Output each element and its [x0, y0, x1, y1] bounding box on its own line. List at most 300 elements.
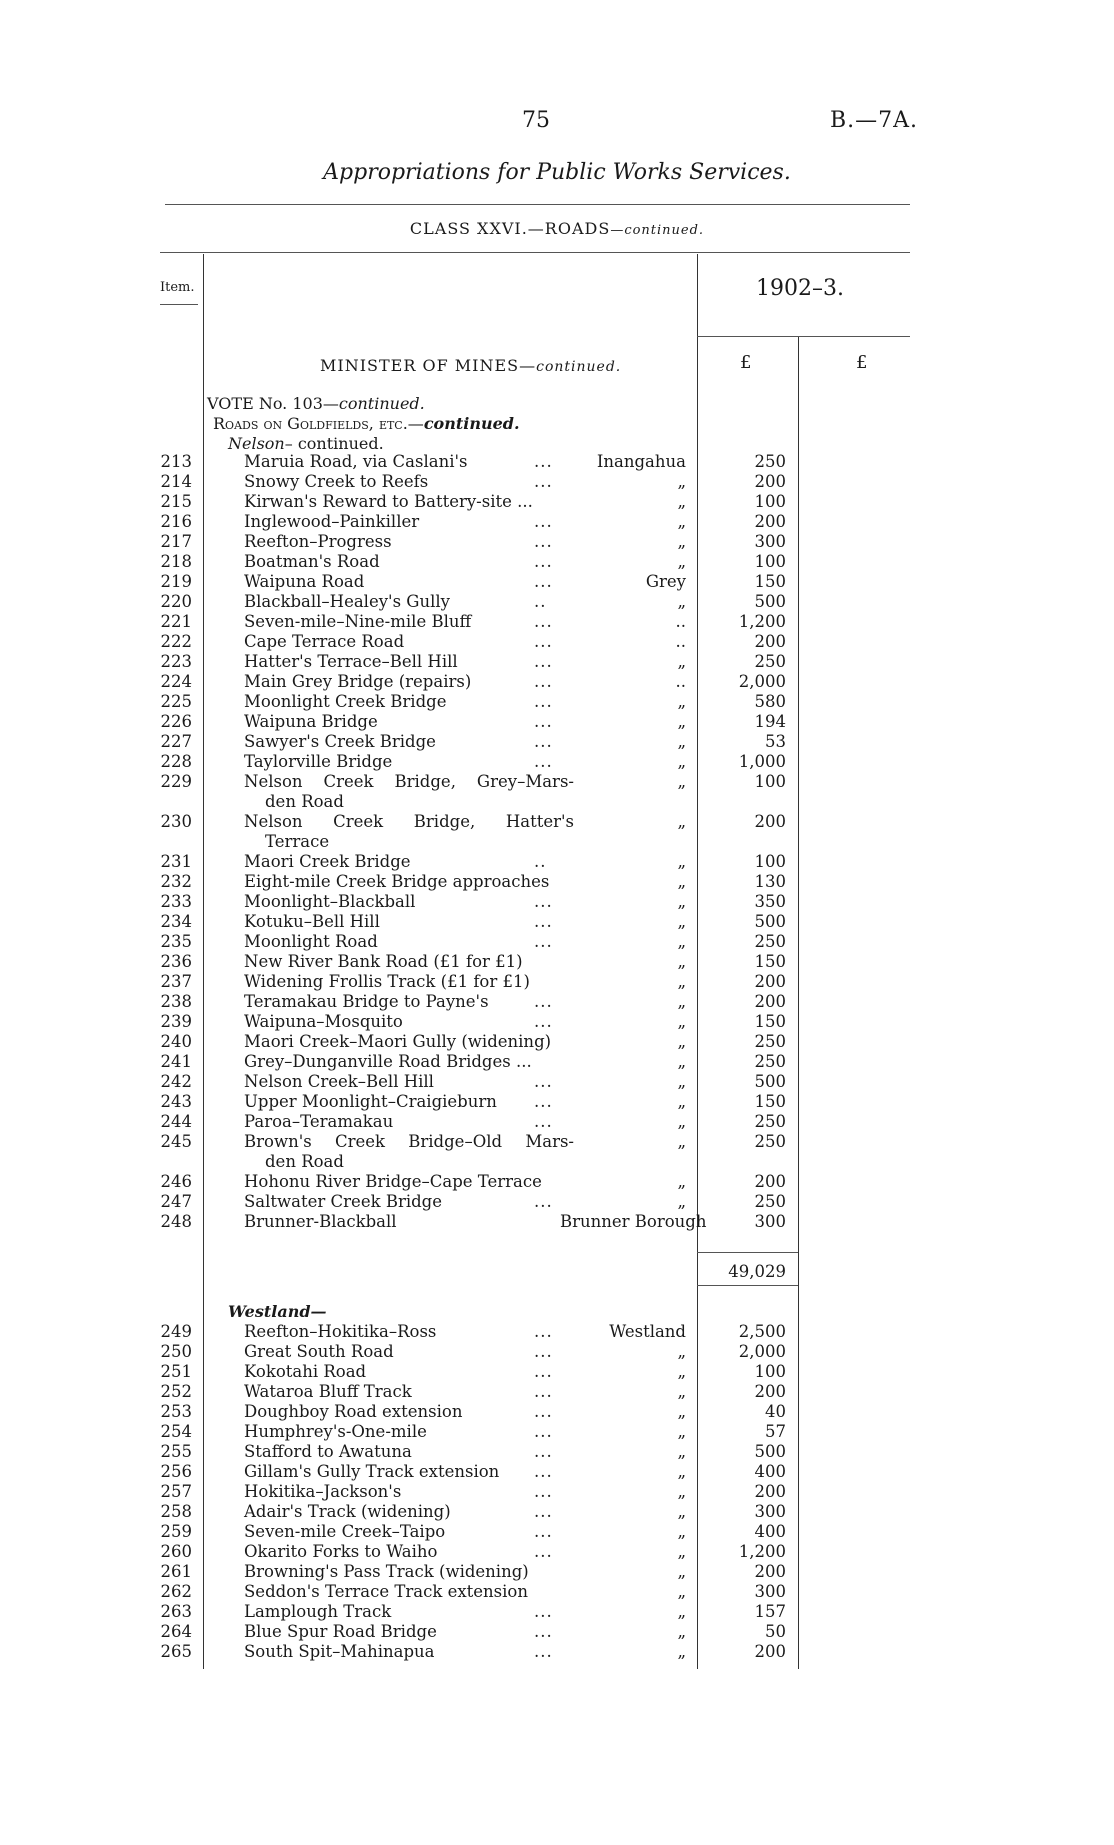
item-district: „: [677, 872, 686, 891]
leader-dots: ...: [534, 712, 553, 731]
vote-heading: VOTE No. 103—continued.: [207, 394, 425, 413]
item-number: 220: [160, 592, 192, 611]
item-description: Moonlight Creek Bridge: [244, 692, 447, 711]
item-number: 223: [160, 652, 192, 671]
item-number: 239: [160, 1012, 192, 1031]
item-district: „: [677, 732, 686, 751]
item-description: Seven-mile Creek–Taipo: [244, 1522, 446, 1541]
subtotal-rule: [697, 1252, 798, 1253]
item-amount: 157: [754, 1602, 786, 1621]
item-description: Saltwater Creek Bridge: [244, 1192, 442, 1211]
item-amount: 500: [754, 1442, 786, 1461]
table-row: [0, 1562, 1114, 1582]
leader-dots: ...: [534, 472, 553, 491]
item-number: 224: [160, 672, 192, 691]
table-row: [0, 1522, 1114, 1542]
leader-dots: ...: [534, 1192, 553, 1211]
item-number: 237: [160, 972, 192, 991]
item-district: „: [677, 652, 686, 671]
item-district: „: [677, 552, 686, 571]
item-number: 238: [160, 992, 192, 1011]
item-column-header: Item.: [160, 280, 195, 295]
table-row: [0, 472, 1114, 492]
class-heading: CLASS XXVI.—ROADS—continued.: [409, 219, 705, 238]
minister-heading: MINISTER OF MINES—continued.: [320, 356, 622, 375]
item-number: 263: [160, 1602, 192, 1621]
leader-dots: ...: [534, 1622, 553, 1641]
item-district: „: [677, 1192, 686, 1211]
item-district: „: [677, 492, 686, 511]
item-amount: 300: [754, 532, 786, 551]
item-district: „: [677, 952, 686, 971]
item-number: 252: [160, 1382, 192, 1401]
item-description: Seddon's Terrace Track extension: [244, 1582, 528, 1601]
table-row: [0, 712, 1114, 732]
item-description: Maori Creek–Maori Gully (widening): [244, 1032, 552, 1051]
item-district: „: [677, 1382, 686, 1401]
leader-dots: ...: [534, 1402, 553, 1421]
table-row: [0, 1192, 1114, 1212]
item-district: „: [677, 1092, 686, 1111]
table-row: [0, 1212, 1114, 1232]
item-description: Kotuku–Bell Hill: [244, 912, 380, 931]
leader-dots: ...: [534, 452, 553, 471]
leader-dots: ...: [534, 572, 553, 591]
item-number: 230: [160, 812, 192, 831]
item-description: Waipuna–Mosquito: [244, 1012, 403, 1031]
item-description: Great South Road: [244, 1342, 394, 1361]
item-number: 246: [160, 1172, 192, 1191]
table-row: [0, 1482, 1114, 1502]
table-row: [0, 512, 1114, 532]
item-number: 213: [160, 452, 192, 471]
item-district: ..: [675, 672, 686, 691]
item-number: 227: [160, 732, 192, 751]
item-number: 216: [160, 512, 192, 531]
table-row: [0, 552, 1114, 572]
item-number: 228: [160, 752, 192, 771]
item-description: Moonlight Road: [244, 932, 378, 951]
item-number: 229: [160, 772, 192, 791]
item-description-continued: den Road: [265, 1152, 344, 1171]
leader-dots: ...: [534, 652, 553, 671]
item-amount: 100: [754, 852, 786, 871]
item-number: 256: [160, 1462, 192, 1481]
item-number: 236: [160, 952, 192, 971]
item-district: „: [677, 852, 686, 871]
table-row: [0, 1342, 1114, 1362]
item-amount: 150: [754, 1012, 786, 1031]
item-number: 255: [160, 1442, 192, 1461]
table-row: [0, 1092, 1114, 1112]
item-district: „: [677, 592, 686, 611]
item-number: 219: [160, 572, 192, 591]
table-row: [0, 952, 1114, 972]
item-description: Doughboy Road extension: [244, 1402, 463, 1421]
item-description: Waipuna Road: [244, 572, 365, 591]
item-amount: 500: [754, 1072, 786, 1091]
item-number: 217: [160, 532, 192, 551]
item-district: „: [677, 1502, 686, 1521]
item-amount: 2,000: [738, 672, 786, 691]
table-row: [0, 852, 1114, 872]
item-district: „: [677, 1562, 686, 1581]
leader-dots: ...: [534, 1602, 553, 1621]
table-row: [0, 892, 1114, 912]
table-row: [0, 772, 1114, 811]
leader-dots: ...: [534, 992, 553, 1011]
item-number: 247: [160, 1192, 192, 1211]
item-amount: 200: [754, 512, 786, 531]
table-row: [0, 692, 1114, 712]
item-header-underline: [160, 304, 198, 305]
table-row: [0, 1172, 1114, 1192]
item-amount: 100: [754, 772, 786, 791]
item-description: Main Grey Bridge (repairs): [244, 672, 472, 691]
table-row: [0, 1032, 1114, 1052]
item-amount: 250: [754, 652, 786, 671]
item-number: 245: [160, 1132, 192, 1151]
item-amount: 1,000: [738, 752, 786, 771]
item-description: Reefton–Hokitika–Ross: [244, 1322, 437, 1341]
table-row: [0, 872, 1114, 892]
leader-dots: ...: [534, 912, 553, 931]
table-row: [0, 632, 1114, 652]
table-row: [0, 1402, 1114, 1422]
item-amount: 250: [754, 452, 786, 471]
item-description: Stafford to Awatuna: [244, 1442, 412, 1461]
item-district: „: [677, 1642, 686, 1661]
table-row: [0, 932, 1114, 952]
table-row: [0, 1422, 1114, 1442]
item-district: „: [677, 992, 686, 1011]
item-amount: 1,200: [738, 1542, 786, 1561]
table-row: [0, 972, 1114, 992]
item-number: 258: [160, 1502, 192, 1521]
item-description: Maruia Road, via Caslani's: [244, 452, 468, 471]
document-reference: B.—7A.: [830, 108, 919, 133]
table-row: [0, 1442, 1114, 1462]
item-district: „: [677, 692, 686, 711]
table-row: [0, 812, 1114, 851]
item-description: Wataroa Bluff Track: [244, 1382, 412, 1401]
item-description: Sawyer's Creek Bridge: [244, 732, 436, 751]
item-amount: 250: [754, 1132, 786, 1151]
item-description: Upper Moonlight–Craigieburn: [244, 1092, 497, 1111]
item-number: 225: [160, 692, 192, 711]
leader-dots: ...: [534, 1382, 553, 1401]
item-number: 221: [160, 612, 192, 631]
item-amount: 2,000: [738, 1342, 786, 1361]
item-description: Reefton–Progress: [244, 532, 392, 551]
item-number: 257: [160, 1482, 192, 1501]
leader-dots: ...: [534, 1502, 553, 1521]
item-description: Kokotahi Road: [244, 1362, 367, 1381]
item-description: Widening Frollis Track (£1 for £1): [244, 972, 530, 991]
table-row: [0, 1382, 1114, 1402]
table-row: [0, 612, 1114, 632]
item-district: ..: [675, 612, 686, 631]
item-description: Brown's Creek Bridge–Old Mars-: [244, 1132, 574, 1151]
item-amount: 100: [754, 552, 786, 571]
item-district: „: [677, 1072, 686, 1091]
item-district: „: [677, 1402, 686, 1421]
item-amount: 100: [754, 1362, 786, 1381]
leader-dots: ...: [534, 932, 553, 951]
roads-heading: Roads on Goldfields, etc.—continued.: [213, 414, 520, 433]
leader-dots: ...: [534, 1442, 553, 1461]
leader-dots: ...: [534, 692, 553, 711]
item-district: „: [677, 712, 686, 731]
item-description: Cape Terrace Road: [244, 632, 405, 651]
item-amount: 350: [754, 892, 786, 911]
item-district: „: [677, 812, 686, 831]
item-number: 261: [160, 1562, 192, 1581]
item-description: Nelson Creek Bridge, Hatter's: [244, 812, 574, 831]
item-amount: 1,200: [738, 612, 786, 631]
item-district: „: [677, 512, 686, 531]
table-row: [0, 1052, 1114, 1072]
nelson-heading: Nelson– continued.: [228, 434, 384, 453]
page-number: 75: [522, 108, 550, 133]
table-row: [0, 532, 1114, 552]
item-number: 214: [160, 472, 192, 491]
item-district: „: [677, 1542, 686, 1561]
item-amount: 200: [754, 992, 786, 1011]
item-amount: 200: [754, 472, 786, 491]
leader-dots: ...: [534, 1422, 553, 1441]
item-amount: 300: [754, 1212, 786, 1231]
leader-dots: ...: [534, 1342, 553, 1361]
item-description: Humphrey's-One-mile: [244, 1422, 427, 1441]
item-amount: 50: [765, 1622, 786, 1641]
leader-dots: ...: [534, 1482, 553, 1501]
nelson-subtotal: 49,029: [728, 1262, 786, 1281]
leader-dots: ...: [534, 1362, 553, 1381]
item-description: Hohonu River Bridge–Cape Terrace: [244, 1172, 542, 1191]
table-row: [0, 572, 1114, 592]
item-description: Boatman's Road: [244, 552, 380, 571]
pound-header-total: £: [856, 352, 868, 373]
item-amount: 150: [754, 572, 786, 591]
item-number: 253: [160, 1402, 192, 1421]
item-district: „: [677, 1362, 686, 1381]
item-amount: 200: [754, 812, 786, 831]
page-title: Appropriations for Public Works Services.: [323, 160, 791, 185]
table-row: [0, 752, 1114, 772]
item-district: „: [677, 1012, 686, 1031]
leader-dots: ...: [534, 612, 553, 631]
item-number: 226: [160, 712, 192, 731]
table-row: [0, 452, 1114, 472]
leader-dots: ...: [534, 512, 553, 531]
leader-dots: ...: [534, 892, 553, 911]
item-amount: 200: [754, 1482, 786, 1501]
item-number: 254: [160, 1422, 192, 1441]
item-district: „: [677, 752, 686, 771]
item-amount: 250: [754, 1112, 786, 1131]
leader-dots: ...: [534, 1462, 553, 1481]
item-description: Seven-mile–Nine-mile Bluff: [244, 612, 472, 631]
table-row: [0, 992, 1114, 1012]
leader-dots: ...: [534, 1322, 553, 1341]
leader-dots: ...: [534, 1112, 553, 1131]
item-description: Maori Creek Bridge: [244, 852, 411, 871]
item-amount: 300: [754, 1582, 786, 1601]
item-amount: 2,500: [738, 1322, 786, 1341]
item-number: 259: [160, 1522, 192, 1541]
item-district: „: [677, 1172, 686, 1191]
item-district: „: [677, 1462, 686, 1481]
item-district: Inangahua: [596, 452, 686, 471]
item-amount: 200: [754, 1382, 786, 1401]
item-description-continued: Terrace: [265, 832, 330, 851]
leader-dots: ...: [534, 552, 553, 571]
leader-dots: ...: [534, 732, 553, 751]
table-row: [0, 592, 1114, 612]
item-description: Lamplough Track: [244, 1602, 392, 1621]
item-number: 250: [160, 1342, 192, 1361]
item-amount: 250: [754, 932, 786, 951]
item-amount: 130: [754, 872, 786, 891]
item-district: „: [677, 972, 686, 991]
item-description: Hokitika–Jackson's: [244, 1482, 402, 1501]
item-district: „: [677, 472, 686, 491]
leader-dots: ...: [534, 532, 553, 551]
item-district: „: [677, 1482, 686, 1501]
item-number: 243: [160, 1092, 192, 1111]
item-amount: 53: [765, 732, 786, 751]
table-top-rule: [160, 252, 910, 253]
leader-dots: ...: [534, 672, 553, 691]
item-district: Brunner Borough: [560, 1212, 707, 1231]
item-district: Westland: [609, 1322, 686, 1341]
table-row: [0, 1132, 1114, 1171]
leader-dots: ..: [534, 852, 547, 871]
item-description: Nelson Creek–Bell Hill: [244, 1072, 434, 1091]
leader-dots: ..: [534, 592, 547, 611]
item-district: „: [677, 1112, 686, 1131]
item-district: „: [677, 1442, 686, 1461]
item-district: „: [677, 1422, 686, 1441]
item-district: „: [677, 912, 686, 931]
year-header: 1902–3.: [756, 276, 844, 301]
item-description: Teramakau Bridge to Payne's: [244, 992, 489, 1011]
table-row: [0, 1602, 1114, 1622]
table-row: [0, 1502, 1114, 1522]
item-number: 234: [160, 912, 192, 931]
table-row: [0, 1362, 1114, 1382]
item-amount: 300: [754, 1502, 786, 1521]
item-number: 242: [160, 1072, 192, 1091]
item-number: 215: [160, 492, 192, 511]
item-district: „: [677, 1052, 686, 1071]
item-number: 248: [160, 1212, 192, 1231]
item-amount: 150: [754, 1092, 786, 1111]
item-district: „: [677, 1622, 686, 1641]
item-number: 232: [160, 872, 192, 891]
item-district: „: [677, 772, 686, 791]
item-amount: 57: [765, 1422, 786, 1441]
leader-dots: ...: [534, 1522, 553, 1541]
item-number: 262: [160, 1582, 192, 1601]
item-description-continued: den Road: [265, 792, 344, 811]
item-description: Blackball–Healey's Gully: [244, 592, 450, 611]
item-district: „: [677, 1582, 686, 1601]
item-number: 265: [160, 1642, 192, 1661]
table-row: [0, 1462, 1114, 1482]
item-district: „: [677, 932, 686, 951]
title-rule: [165, 204, 910, 205]
item-description: Eight-mile Creek Bridge approaches: [244, 872, 550, 891]
item-district: „: [677, 1522, 686, 1541]
item-description: Blue Spur Road Bridge: [244, 1622, 437, 1641]
item-description: Taylorville Bridge: [244, 752, 393, 771]
westland-heading: Westland—: [228, 1302, 327, 1321]
year-header-rule: [697, 336, 910, 337]
item-description: Inglewood–Painkiller: [244, 512, 420, 531]
item-amount: 200: [754, 632, 786, 651]
table-row: [0, 1622, 1114, 1642]
table-row: [0, 652, 1114, 672]
leader-dots: ...: [534, 1012, 553, 1031]
item-number: 249: [160, 1322, 192, 1341]
item-number: 240: [160, 1032, 192, 1051]
table-row: [0, 1582, 1114, 1602]
item-number: 264: [160, 1622, 192, 1641]
item-description: Brunner-Blackball: [244, 1212, 397, 1231]
item-description: South Spit–Mahinapua: [244, 1642, 435, 1661]
item-district: „: [677, 1032, 686, 1051]
item-description: New River Bank Road (£1 for £1): [244, 952, 523, 971]
item-amount: 40: [765, 1402, 786, 1421]
item-description: Grey–Dunganville Road Bridges ...: [244, 1052, 532, 1071]
pound-header-amount: £: [740, 352, 752, 373]
item-number: 233: [160, 892, 192, 911]
leader-dots: ...: [534, 1092, 553, 1111]
leader-dots: ...: [534, 632, 553, 651]
item-number: 241: [160, 1052, 192, 1071]
item-number: 244: [160, 1112, 192, 1131]
table-row: [0, 1112, 1114, 1132]
item-amount: 194: [754, 712, 786, 731]
item-amount: 150: [754, 952, 786, 971]
item-amount: 200: [754, 1562, 786, 1581]
item-amount: 400: [754, 1462, 786, 1481]
item-description: Paroa–Teramakau: [244, 1112, 394, 1131]
item-amount: 100: [754, 492, 786, 511]
table-row: [0, 912, 1114, 932]
item-amount: 200: [754, 1642, 786, 1661]
item-description: Browning's Pass Track (widening): [244, 1562, 529, 1581]
item-amount: 250: [754, 1052, 786, 1071]
table-row: [0, 732, 1114, 752]
item-description: Adair's Track (widening): [244, 1502, 451, 1521]
item-district: „: [677, 892, 686, 911]
leader-dots: ...: [534, 1542, 553, 1561]
table-row: [0, 1322, 1114, 1342]
item-district: Grey: [645, 572, 686, 591]
item-district: „: [677, 532, 686, 551]
table-row: [0, 1012, 1114, 1032]
item-amount: 200: [754, 972, 786, 991]
item-description: Okarito Forks to Waiho: [244, 1542, 438, 1561]
item-number: 222: [160, 632, 192, 651]
item-district: ..: [675, 632, 686, 651]
item-number: 260: [160, 1542, 192, 1561]
item-number: 251: [160, 1362, 192, 1381]
item-amount: 500: [754, 912, 786, 931]
